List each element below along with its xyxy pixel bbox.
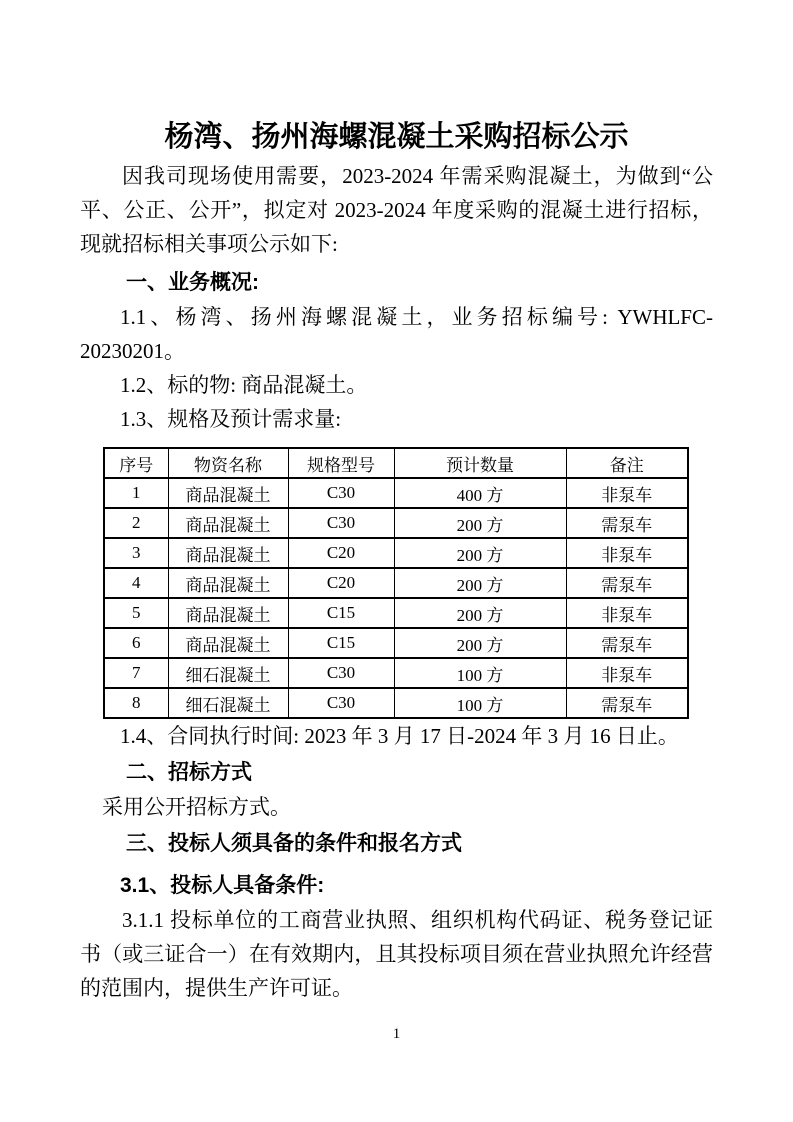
item-3-1-1: 3.1.1 投标单位的工商营业执照、组织机构代码证、税务登记证书（或三证合一）在有效期内，且其投标项目须在营业执照允许经营的范围内，提供生产许可证。 — [80, 908, 713, 1000]
table-row — [104, 598, 688, 628]
cell-seq: 5 — [104, 598, 168, 628]
cell-quantity: 200 方 — [394, 628, 566, 658]
table-row — [104, 538, 688, 568]
cell-spec: C30 — [288, 658, 394, 688]
cell-note: 需泵车 — [566, 628, 688, 658]
table-row — [104, 688, 688, 718]
column-header-material: 物资名称 — [168, 448, 288, 478]
section-3-1-heading: 3.1、投标人具备条件: — [120, 874, 325, 897]
cell-material: 商品混凝土 — [168, 568, 288, 598]
cell-spec: C20 — [288, 538, 394, 568]
table-row — [104, 628, 688, 658]
cell-note: 需泵车 — [566, 688, 688, 718]
document-content — [0, 115, 793, 1005]
cell-quantity: 400 方 — [394, 478, 566, 508]
cell-quantity: 200 方 — [394, 538, 566, 568]
cell-quantity: 100 方 — [394, 658, 566, 688]
section-2-heading: 二、招标方式 — [126, 761, 252, 784]
cell-note: 非泵车 — [566, 658, 688, 688]
cell-note: 非泵车 — [566, 538, 688, 568]
cell-seq: 3 — [104, 538, 168, 568]
cell-quantity: 200 方 — [394, 568, 566, 598]
spec-demand-table — [103, 447, 689, 719]
cell-material: 商品混凝土 — [168, 628, 288, 658]
cell-seq: 7 — [104, 658, 168, 688]
column-header-note: 备注 — [566, 448, 688, 478]
section-2-body: 采用公开招标方式。 — [102, 795, 291, 819]
cell-seq: 6 — [104, 628, 168, 658]
cell-material: 细石混凝土 — [168, 688, 288, 718]
page-number: 1 — [392, 1026, 401, 1042]
item-1-3: 1.3、规格及预计需求量: — [120, 407, 342, 431]
section-3-heading: 三、投标人须具备的条件和报名方式 — [126, 832, 462, 855]
cell-note: 需泵车 — [566, 508, 688, 538]
cell-material: 商品混凝土 — [168, 538, 288, 568]
item-1-4: 1.4、合同执行时间: 2023 年 3 月 17 日-2024 年 3 月 16 日止。 — [120, 724, 679, 748]
column-header-seq: 序号 — [104, 448, 168, 478]
document-title: 杨湾、扬州海螺混凝土采购招标公示 — [164, 121, 629, 153]
cell-quantity: 200 方 — [394, 598, 566, 628]
cell-spec: C20 — [288, 568, 394, 598]
cell-seq: 2 — [104, 508, 168, 538]
item-1-2: 1.2、标的物: 商品混凝土。 — [120, 373, 368, 397]
cell-note: 非泵车 — [566, 598, 688, 628]
intro-paragraph: 因我司现场使用需要，2023-2024 年需采购混凝土，为做到“公平、公正、公开”，拟定对 2023-2024 年度采购的混凝土进行招标，现就招标相关事项公示如下: — [80, 164, 713, 256]
table-row — [104, 508, 688, 538]
cell-note: 非泵车 — [566, 478, 688, 508]
table-row — [104, 568, 688, 598]
cell-material: 细石混凝土 — [168, 658, 288, 688]
cell-spec: C30 — [288, 688, 394, 718]
cell-spec: C30 — [288, 478, 394, 508]
table-row — [104, 478, 688, 508]
cell-note: 需泵车 — [566, 568, 688, 598]
cell-material: 商品混凝土 — [168, 478, 288, 508]
column-header-spec: 规格型号 — [288, 448, 394, 478]
cell-quantity: 100 方 — [394, 688, 566, 718]
cell-seq: 8 — [104, 688, 168, 718]
cell-material: 商品混凝土 — [168, 508, 288, 538]
cell-spec: C15 — [288, 598, 394, 628]
item-1-1: 1.1、杨湾、扬州海螺混凝土，业务招标编号: YWHLFC-20230201。 — [80, 305, 713, 363]
cell-seq: 4 — [104, 568, 168, 598]
cell-spec: C30 — [288, 508, 394, 538]
column-header-quantity: 预计数量 — [394, 448, 566, 478]
cell-spec: C15 — [288, 628, 394, 658]
cell-material: 商品混凝土 — [168, 598, 288, 628]
section-1-heading: 一、业务概况: — [126, 271, 259, 294]
table-row — [104, 658, 688, 688]
cell-seq: 1 — [104, 478, 168, 508]
cell-quantity: 200 方 — [394, 508, 566, 538]
table-header-row — [104, 448, 688, 478]
